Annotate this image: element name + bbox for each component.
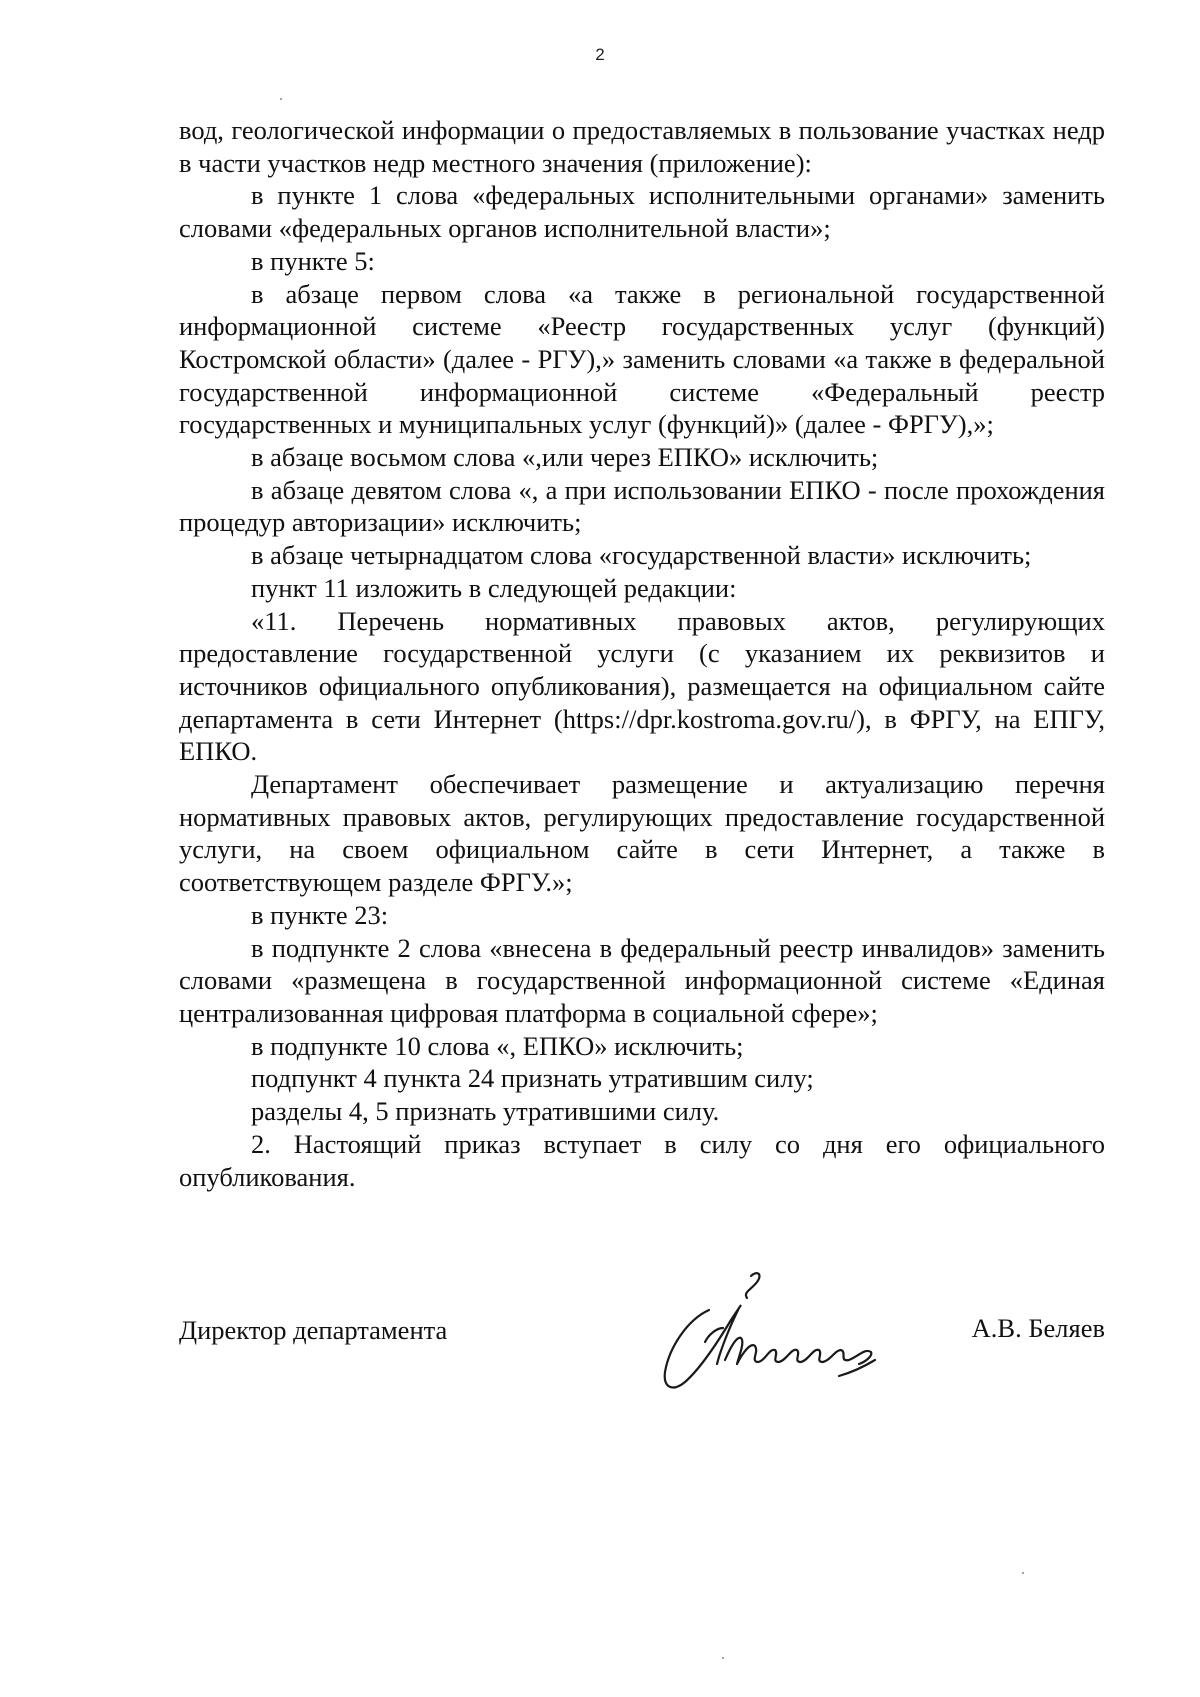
paragraph: вод, геологической информации о предоставляемых в пользование участках недр в части участков недр местного значения (приложение): — [179, 115, 1105, 178]
paragraph: подпункт 4 пункта 24 признать утратившим силу; — [251, 1063, 814, 1094]
paragraph: Департамент обеспечивает размещение и актуализацию перечня нормативных правовых актов, регулирующих предоставление государственной услуги, на своем официальном сайте в сети Интернет, а также в соответствующем разделе ФРГУ.»; — [179, 769, 1105, 898]
scan-speck — [722, 1657, 724, 1659]
paragraph: пункт 11 изложить в следующей редакции: — [251, 572, 737, 603]
paragraph: в абзаце первом слова «а также в региональной государственной информационной системе «Реестр государственных услуг (функций) Костромской области» (далее - РГУ),» заменить словами «а также в федеральной государственной информационной системе «Федеральный реестр государственных и муниципальных услуг (функций)» (далее - ФРГУ),»; — [179, 278, 1105, 440]
paragraph: в абзаце восьмом слова «,или через ЕПКО» исключить; — [251, 442, 879, 473]
page-number: 2 — [595, 45, 605, 64]
scan-speck — [280, 98, 282, 100]
paragraph: «11. Перечень нормативных правовых актов, регулирующих предоставление государственной услуги (с указанием их реквизитов и источников официального опубликования), размещается на официальном сайте департамента в сети Интернет (https://dpr.kostroma.gov.ru/), в ФРГУ, на ЕПГУ, ЕПКО. — [179, 605, 1105, 767]
handwritten-signature — [639, 1268, 909, 1408]
paragraph: в пункте 23: — [251, 899, 389, 930]
document-body — [179, 114, 1105, 1193]
paragraph: в подпункте 10 слова «, ЕПКО» исключить; — [251, 1030, 744, 1061]
signature-block — [179, 1268, 1105, 1408]
paragraph: в пункте 5: — [251, 245, 375, 276]
paragraph: 2. Настоящий приказ вступает в силу со дня его официального опубликования. — [179, 1128, 1105, 1192]
signatory-position: Директор департамента — [179, 1315, 448, 1345]
scan-speck — [1022, 1572, 1024, 1574]
paragraph: в абзаце девятом слова «, а при использовании ЕПКО - после прохождения процедур авторизации» исключить; — [179, 474, 1105, 538]
paragraph: в пункте 1 слова «федеральных исполнительными органами» заменить словами «федеральных органов исполнительной власти»; — [179, 180, 1105, 244]
paragraph: в подпункте 2 слова «внесена в федеральный реестр инвалидов» заменить словами «размещена в государственной информационной системе «Единая централизованная цифровая платформа в социальной сфере»; — [179, 932, 1105, 1028]
signatory-name: А.В. Беляев — [971, 1313, 1105, 1343]
paragraph: разделы 4, 5 признать утратившими силу. — [251, 1096, 720, 1127]
paragraph: в абзаце четырнадцатом слова «государственной власти» исключить; — [251, 540, 1032, 571]
